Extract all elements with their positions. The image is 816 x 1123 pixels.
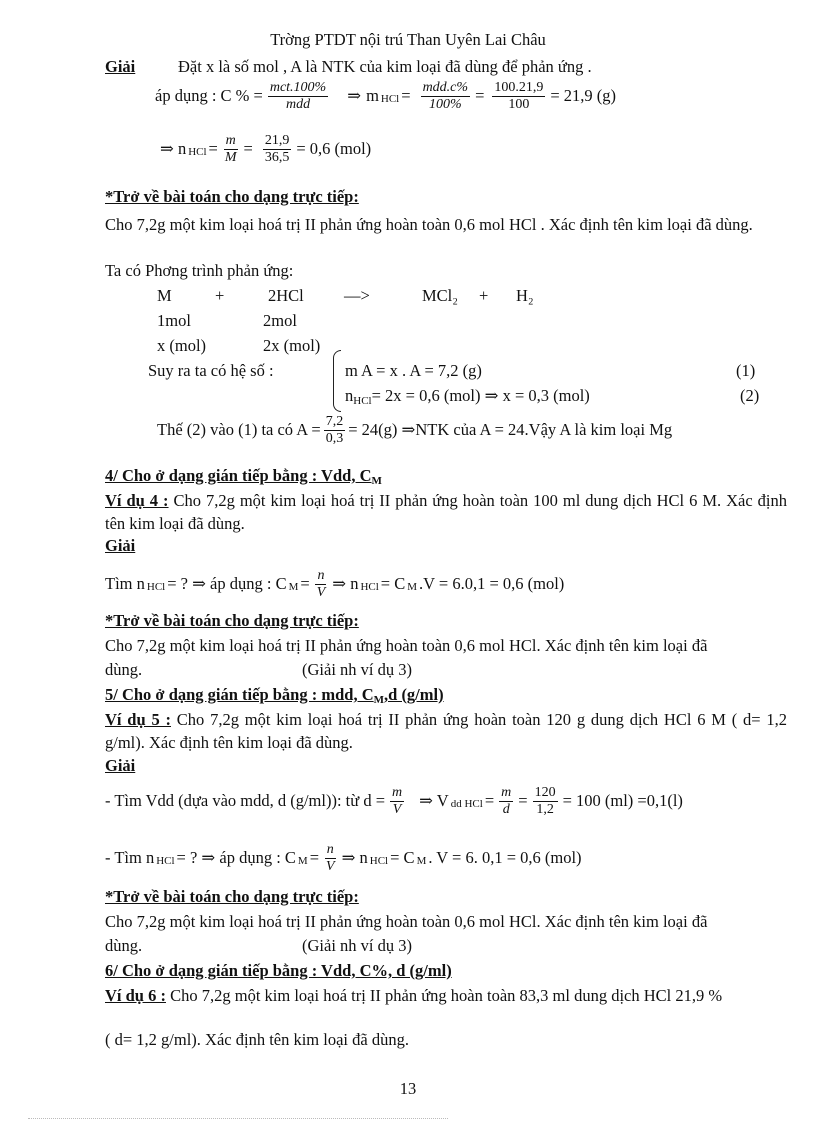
formula-text: = ? ⇒ áp dụng : C <box>176 848 296 868</box>
subscript: HCl <box>369 855 389 868</box>
reaction-species: M <box>157 286 172 305</box>
reaction-species: 2HCl <box>268 286 304 305</box>
system-brace <box>333 350 341 412</box>
formula-text: = 2x = 0,6 (mol) ⇒ x = 0,3 (mol) <box>371 386 590 405</box>
formula-text: ⇒ n <box>332 574 359 594</box>
formula-text: - Tìm n <box>105 848 155 868</box>
subscript: M <box>288 581 299 594</box>
numerator: n <box>315 568 326 585</box>
numerator: m <box>224 133 238 150</box>
denominator: V <box>316 585 326 601</box>
mole-amount: 2x (mol) <box>263 336 321 355</box>
substitution-line <box>157 414 672 447</box>
system-equation: m A = x . A = 7,2 (g) <box>345 361 482 380</box>
numerator: 7,2 <box>324 414 346 431</box>
formula-text: = <box>309 848 320 868</box>
solution-label: Giải <box>105 536 136 555</box>
reaction-species: MCl₂ <box>422 286 459 305</box>
cross-reference: (Giải nh ví dụ 3) <box>302 660 412 679</box>
plus-sign: + <box>215 286 225 305</box>
numerator: 120 <box>533 785 558 802</box>
subscript: HCl <box>353 395 372 407</box>
subscript: HCl <box>156 855 175 868</box>
formula-text: = <box>208 139 218 159</box>
formula-text: = 100 (ml) =0,1(l) <box>562 791 683 811</box>
equation-number: (1) <box>736 361 756 380</box>
subscript: dd HCl <box>450 798 483 811</box>
section-heading <box>105 467 382 486</box>
solution-label: Giải <box>105 57 136 76</box>
formula-molarity <box>105 842 582 875</box>
example-body: Cho 7,2g một kim loại hoá trị II phản ứng hoàn toàn 120 g dung dịch HCl 6 M ( d= 1,2 g/ml). Xác định tên kim loại đã dùng. <box>105 710 787 752</box>
fraction <box>263 133 292 166</box>
formula-text: = 21,9 (g) <box>550 86 617 106</box>
formula-concentration <box>155 80 616 113</box>
subscript: M <box>373 694 385 706</box>
denominator: mdd <box>285 97 311 113</box>
formula-text: = C <box>380 574 406 594</box>
heading-text: ,d (g/ml) <box>384 685 444 704</box>
denominator: 1,2 <box>536 802 554 818</box>
formula-text: áp dụng : C % = <box>155 86 263 106</box>
reaction-species: H₂ <box>516 286 534 305</box>
mole-amount: x (mol) <box>157 336 207 355</box>
numerator: 100.21,9 <box>492 80 545 97</box>
fraction <box>223 133 239 166</box>
subscript: M <box>416 855 427 868</box>
implies-symbol: ⇒ <box>347 86 362 106</box>
numerator: 21,9 <box>263 133 292 150</box>
denominator: 100 <box>508 97 530 113</box>
denominator: d <box>502 802 510 818</box>
formula-text: Tìm n <box>105 574 145 594</box>
heading-text: 5/ Cho ở dạng gián tiếp bằng : mdd, C <box>105 685 374 704</box>
formula-text: = ? ⇒ áp dụng : C <box>167 574 287 594</box>
formula-text: = <box>518 791 528 811</box>
example-body: Cho 7,2g một kim loại hoá trị II phản ứng hoàn toàn 83,3 ml dung dịch HCl 21,9 % <box>165 986 723 1005</box>
page-number: 13 <box>399 1079 417 1098</box>
numerator: m <box>390 785 404 802</box>
example-body: Cho 7,2g một kim loại hoá trị II phản ứng hoàn toàn 100 ml dung dịch HCl 6 M. Xác định tên kim loại đã dùng. <box>105 491 787 533</box>
cross-reference: (Giải nh ví dụ 3) <box>302 936 412 955</box>
denominator: 0,3 <box>325 431 344 447</box>
problem-text: dùng. <box>105 660 143 679</box>
fraction <box>268 80 328 113</box>
example-label: Ví dụ 5 : <box>105 710 171 729</box>
denominator: V <box>326 859 335 875</box>
fraction <box>499 785 513 818</box>
system-equation <box>345 387 590 406</box>
denominator: 100% <box>428 97 462 113</box>
formula-text: = <box>475 86 485 106</box>
mole-ratio: 2mol <box>263 311 297 330</box>
fraction <box>315 568 328 601</box>
equation-number: (2) <box>740 386 760 405</box>
fraction <box>324 414 346 447</box>
reaction-arrow: —> <box>344 286 370 305</box>
fraction <box>390 785 404 818</box>
formula-text: .V = 6.0,1 = 0,6 (mol) <box>419 574 565 594</box>
formula-text: m <box>366 86 379 106</box>
formula-volume <box>105 785 683 818</box>
formula-text: Thế (2) vào (1) ta có A = <box>157 420 321 440</box>
fraction <box>324 842 337 875</box>
formula-text: = <box>243 139 253 159</box>
formula-text: ⇒ n <box>160 139 187 159</box>
section-subheading: *Trở về bài toán cho dạng trực tiếp: <box>105 187 359 206</box>
subscript: HCl <box>360 581 379 594</box>
section-heading <box>105 686 444 705</box>
numerator: m <box>499 785 513 802</box>
numerator: mct.100% <box>268 80 328 97</box>
subscript: HCl <box>146 581 166 594</box>
section-subheading: *Trở về bài toán cho dạng trực tiếp: <box>105 887 359 906</box>
formula-text: ⇒ V <box>419 791 449 811</box>
example-continuation: ( d= 1,2 g/ml). Xác định tên kim loại đã dùng. <box>105 1030 409 1049</box>
subscript: HCl <box>380 93 400 106</box>
example-text <box>105 489 787 535</box>
problem-text: Cho 7,2g một kim loại hoá trị II phản ứng hoàn toàn 0,6 mol HCl. Xác định tên kim loại đã <box>105 912 708 931</box>
formula-text: . V = 6. 0,1 = 0,6 (mol) <box>428 848 582 868</box>
subscript: HCl <box>188 146 207 159</box>
numerator: n <box>325 842 336 859</box>
denominator: M <box>224 150 237 166</box>
subscript: M <box>371 475 382 487</box>
formula-text: = <box>484 791 495 811</box>
plus-sign: + <box>479 286 489 305</box>
formula-text: ⇒ n <box>341 848 368 868</box>
formula-text: = <box>401 86 411 106</box>
formula-moles <box>160 133 371 166</box>
problem-text: dùng. <box>105 936 143 955</box>
section-subheading: *Trở về bài toán cho dạng trực tiếp: <box>105 611 359 630</box>
system-lead: Suy ra ta có hệ số : <box>148 361 274 380</box>
section-heading: 6/ Cho ở dạng gián tiếp bằng : Vdd, C%, d (g/ml) <box>105 961 452 980</box>
numerator: mdd.c% <box>421 80 471 97</box>
fraction <box>421 80 471 113</box>
formula-text: n <box>345 386 354 405</box>
formula-text: = 24(g) ⇒NTK của A = 24.Vậy A là kim loại Mg <box>348 420 673 440</box>
subscript: M <box>407 581 418 594</box>
page-header: Trờng PTDT nội trú Than Uyên Lai Châu <box>270 30 546 49</box>
fraction <box>492 80 545 113</box>
problem-text: Cho 7,2g một kim loại hoá trị II phản ứng hoàn toàn 0,6 mol HCl . Xác định tên kim loại đã dùng. <box>105 215 753 234</box>
solution-label: Giải <box>105 756 136 775</box>
fraction <box>533 785 558 818</box>
formula-text: = C <box>390 848 415 868</box>
subscript: M <box>297 855 308 868</box>
denominator: V <box>392 802 402 818</box>
reaction-intro: Ta có Phơng trình phản ứng: <box>105 261 294 280</box>
footer-divider <box>28 1118 448 1119</box>
problem-text: Cho 7,2g một kim loại hoá trị II phản ứng hoàn toàn 0,6 mol HCl. Xác định tên kim loại đã <box>105 636 708 655</box>
example-text <box>105 984 787 1007</box>
heading-text: 4/ Cho ở dạng gián tiếp bằng : Vdd, C <box>105 466 372 485</box>
example-label: Ví dụ 4 : <box>105 491 169 510</box>
formula-text: = 0,6 (mol) <box>296 139 372 159</box>
denominator: 36,5 <box>264 150 290 166</box>
example-label: Ví dụ 6 : <box>105 986 166 1005</box>
formula-text: = <box>300 574 310 594</box>
formula-text: - Tìm Vdd (dựa vào mdd, d (g/ml)): từ d = <box>105 791 386 811</box>
mole-ratio: 1mol <box>157 311 191 330</box>
example-text <box>105 708 787 754</box>
solution-intro: Đặt x là số mol , A là NTK của kim loại đã dùng để phản ứng . <box>178 57 592 76</box>
formula-molarity <box>105 568 564 601</box>
